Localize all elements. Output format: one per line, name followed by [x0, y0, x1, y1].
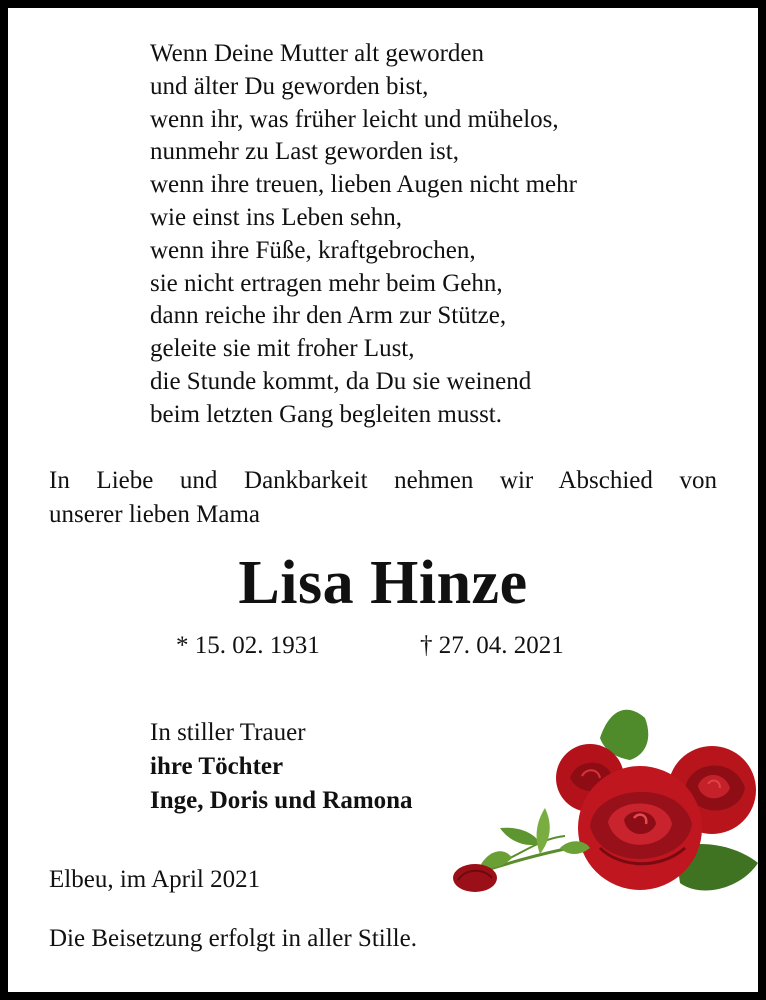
poem-line: und älter Du geworden bist, — [150, 72, 429, 100]
poem-line: sie nicht ertragen mehr beim Gehn, — [150, 269, 503, 297]
birth-date: * 15. 02. 1931 — [176, 632, 320, 659]
poem-line: dann reiche ihr den Arm zur Stütze, — [150, 302, 507, 330]
obituary-card — [8, 8, 758, 992]
poem-line: Wenn Deine Mutter alt geworden — [150, 40, 484, 67]
poem-line: wenn ihre treuen, lieben Augen nicht mehr — [150, 171, 577, 199]
farewell-intro — [49, 464, 717, 532]
death-date: † 27. 04. 2021 — [420, 632, 564, 659]
place-date: Elbeu, im April 2021 — [49, 866, 261, 893]
poem-line: geleite sie mit froher Lust, — [150, 335, 415, 363]
farewell-line-2: unserer lieben Mama — [49, 501, 261, 528]
signoff-relation: ihre Töchter — [150, 753, 284, 780]
burial-note: Die Beisetzung erfolgt in aller Stille. — [49, 925, 417, 952]
poem-line: die Stunde kommt, da Du sie weinend — [150, 367, 532, 395]
mourners-signoff — [150, 716, 413, 818]
poem-line: wenn ihr, was früher leicht und mühelos, — [150, 105, 559, 133]
roses-icon — [440, 698, 758, 903]
poem — [150, 38, 577, 432]
poem-line: wie einst ins Leben sehn, — [150, 203, 403, 231]
signoff-line: In stiller Trauer — [150, 719, 306, 746]
signoff-names: Inge, Doris und Ramona — [150, 787, 413, 814]
farewell-line-1: In Liebe und Dankbarkeit nehmen wir Abschied von — [49, 467, 717, 494]
poem-line: nunmehr zu Last geworden ist, — [150, 138, 459, 166]
deceased-name: Lisa Hinze — [238, 549, 528, 617]
poem-line: beim letzten Gang begleiten musst. — [150, 400, 502, 428]
poem-line: wenn ihre Füße, kraftgebrochen, — [150, 236, 476, 264]
